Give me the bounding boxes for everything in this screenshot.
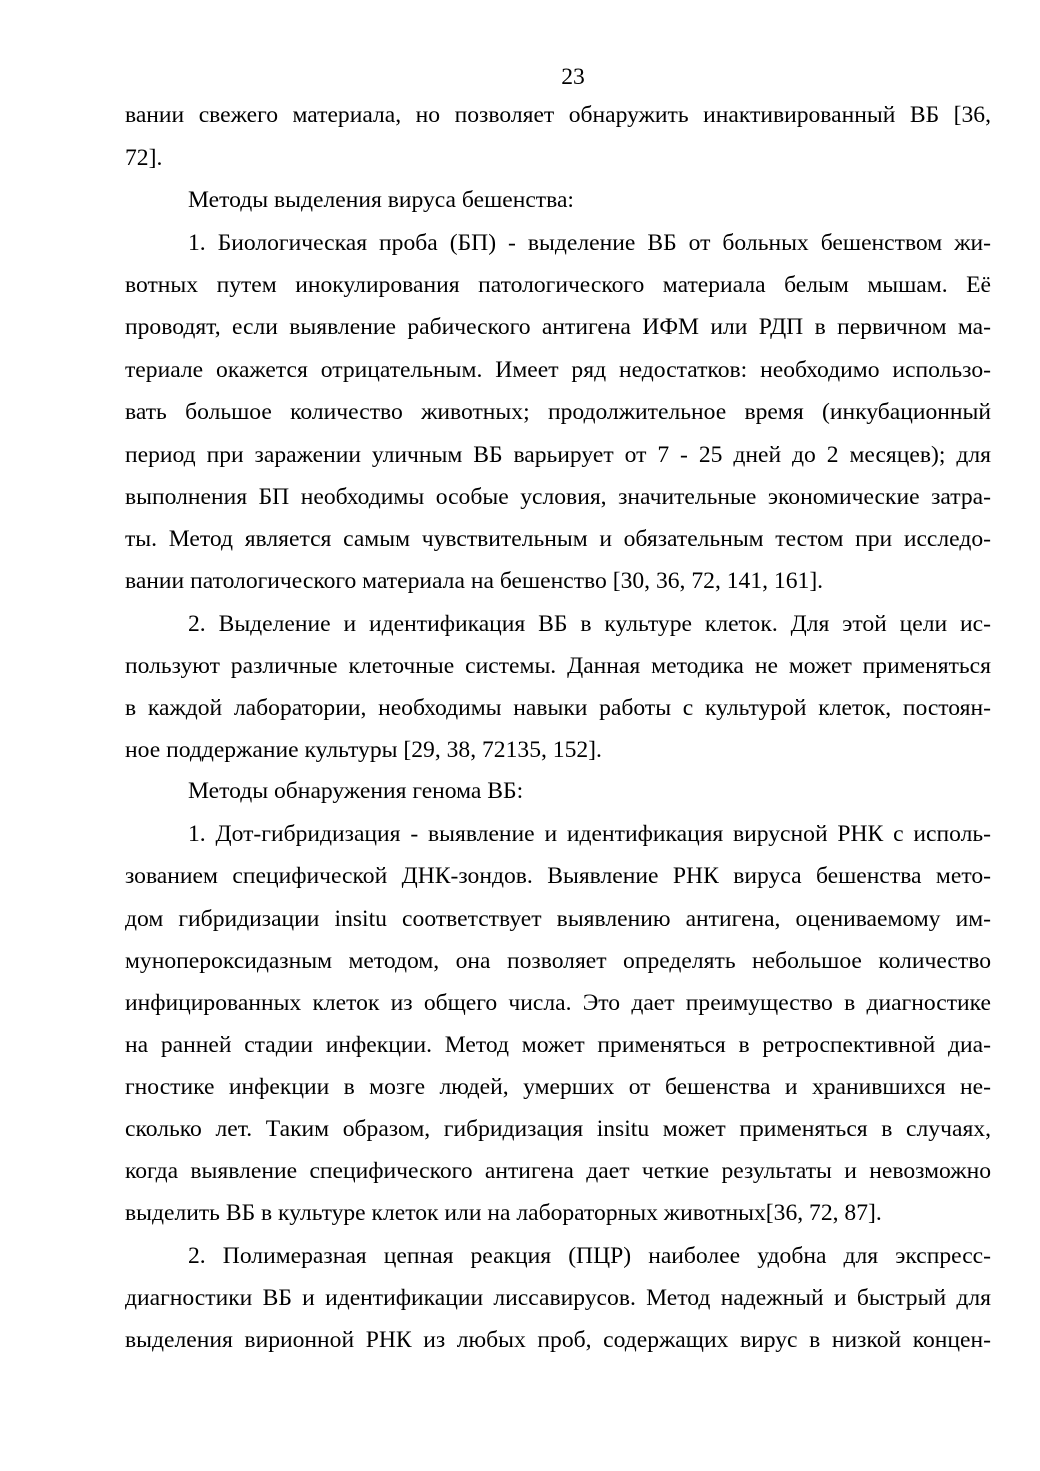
- text-line: в каждой лаборатории, необходимы навыки работы с культурой клеток, постоян-: [125, 695, 991, 721]
- text-line: пользуют различные клеточные системы. Данная методика не может применяться: [125, 653, 991, 679]
- section-heading: Методы обнаружения генома ВБ:: [188, 778, 524, 804]
- text-line: вании свежего материала, но позволяет обнаружить инактивированный ВБ [36,: [125, 102, 991, 128]
- text-line: ное поддержание культуры [29, 38, 72135, 152].: [125, 737, 602, 763]
- text-line: гностике инфекции в мозге людей, умерших от бешенства и хранившихся не-: [125, 1074, 991, 1100]
- text-line: когда выявление специфического антигена дает четкие результаты и невозможно: [125, 1158, 991, 1184]
- text-line: сколько лет. Таким образом, гибридизация insitu может применяться в случаях,: [125, 1116, 991, 1142]
- text-line: на ранней стадии инфекции. Метод может применяться в ретроспективной диа-: [125, 1032, 991, 1058]
- text-line: териале окажется отрицательным. Имеет ряд недостатков: необходимо использо-: [125, 357, 991, 383]
- text-line: зованием специфической ДНК-зондов. Выявление РНК вируса бешенства мето-: [125, 863, 991, 889]
- text-line: вотных путем инокулирования патологического материала белым мышам. Её: [125, 272, 991, 298]
- text-line: проводят, если выявление рабического антигена ИФМ или РДП в первичном ма-: [125, 314, 991, 340]
- text-line: период при заражении уличным ВБ варьирует от 7 - 25 дней до 2 месяцев); для: [125, 442, 991, 468]
- text-line: инфицированных клеток из общего числа. Это дает преимущество в диагностике: [125, 990, 991, 1016]
- text-line: диагностики ВБ и идентификации лиссавирусов. Метод надежный и быстрый для: [125, 1285, 991, 1311]
- text-line: вании патологического материала на бешенство [30, 36, 72, 141, 161].: [125, 568, 824, 594]
- text-line: мунопероксидазным методом, она позволяет определять небольшое количество: [125, 948, 991, 974]
- text-line: 1. Биологическая проба (БП) - выделение ВБ от больных бешенством жи-: [188, 230, 991, 256]
- text-line: выполнения БП необходимы особые условия, значительные экономические затра-: [125, 484, 991, 510]
- text-line: 2. Выделение и идентификация ВБ в культуре клеток. Для этой цели ис-: [188, 611, 991, 637]
- text-line: выделения вирионной РНК из любых проб, содержащих вирус в низкой концен-: [125, 1327, 991, 1353]
- text-line: ты. Метод является самым чувствительным и обязательным тестом при исследо-: [125, 526, 991, 552]
- text-line: вать большое количество животных; продолжительное время (инкубационный: [125, 399, 991, 425]
- text-line: 72].: [125, 145, 163, 171]
- text-line: 2. Полимеразная цепная реакция (ПЦР) наиболее удобна для экспресс-: [188, 1243, 991, 1269]
- text-line: 1. Дот-гибридизация - выявление и идентификация вирусной РНК с исполь-: [188, 821, 991, 847]
- section-heading: Методы выделения вируса бешенства:: [188, 187, 574, 213]
- page-number: 23: [561, 64, 585, 90]
- text-line: выделить ВБ в культуре клеток или на лабораторных животных[36, 72, 87].: [125, 1200, 882, 1226]
- text-line: дом гибридизации insitu соответствует выявлению антигена, оцениваемому им-: [125, 906, 991, 932]
